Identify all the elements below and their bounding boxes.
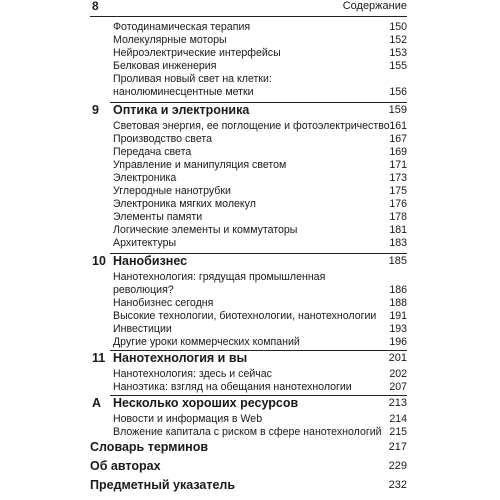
toc-entry — [0, 425, 500, 439]
entry-title: Молекулярные моторы — [113, 34, 227, 46]
page-ref: 213 — [388, 397, 407, 409]
toc-entry — [0, 367, 500, 381]
page-ref: 167 — [389, 133, 407, 145]
toc-chapter — [0, 254, 500, 268]
entry-title: Проливая новый свет на клетки: — [113, 73, 272, 85]
page-ref: 229 — [388, 460, 407, 472]
toc-entry — [0, 335, 500, 349]
toc-entry — [0, 236, 500, 250]
toc-chapter — [0, 396, 500, 410]
chapter-number: 11 — [92, 351, 106, 365]
toc-entry — [0, 270, 500, 284]
page-header — [90, 0, 407, 17]
page-ref: 176 — [389, 198, 407, 210]
entry-title: Логические элементы и коммутаторы — [113, 224, 298, 236]
entry-title: Об авторах — [90, 459, 161, 473]
page-ref: 202 — [389, 368, 407, 380]
toc-section — [0, 440, 500, 454]
toc-entry — [0, 85, 500, 99]
toc-entry — [0, 309, 500, 323]
entry-title: Нанотехнология и вы — [113, 351, 248, 365]
toc-entry — [0, 119, 500, 133]
page-ref: 150 — [389, 21, 407, 33]
entry-title: Архитектуры — [113, 237, 177, 249]
toc-entry — [0, 184, 500, 198]
running-title: Содержание — [342, 0, 407, 12]
chapter-number: 10 — [92, 254, 106, 268]
page-ref: 155 — [389, 60, 407, 72]
page-ref: 215 — [389, 426, 407, 438]
page-ref: 169 — [389, 146, 407, 158]
entry-title: Нанобизнес — [113, 254, 188, 268]
page-ref: 152 — [389, 34, 407, 46]
entry-title: Управление и манипуляция светом — [113, 159, 287, 171]
entry-title: нанолюминесцентные метки — [113, 86, 254, 98]
entry-title: Углеродные нанотрубки — [113, 185, 231, 197]
toc-entry — [0, 380, 500, 394]
page-ref: 156 — [389, 86, 407, 98]
toc-entry — [0, 158, 500, 172]
entry-title: Производство света — [113, 133, 212, 145]
entry-title: Инвестиции — [113, 323, 172, 335]
toc-entry — [0, 197, 500, 211]
entry-title: Несколько хороших ресурсов — [113, 396, 299, 410]
page-ref: 153 — [389, 47, 407, 59]
entry-title: Новости и информация в Web — [113, 413, 263, 425]
entry-title: революция? — [113, 284, 174, 296]
toc-entry — [0, 46, 500, 60]
entry-title: Другие уроки коммерческих компаний — [113, 336, 300, 348]
page-ref: 188 — [389, 297, 407, 309]
page-ref: 178 — [389, 211, 407, 223]
page-ref: 201 — [388, 352, 407, 364]
chapter-number: А — [92, 396, 102, 410]
page-ref: 161 — [389, 120, 407, 132]
entry-title: Нанотехнология: здесь и сейчас — [113, 368, 272, 380]
entry-title: Оптика и электроника — [113, 103, 250, 117]
page-ref: 232 — [388, 479, 407, 491]
toc-entry — [0, 145, 500, 159]
entry-title: Вложение капитала с риском в сфере нанотехнологий — [113, 426, 382, 438]
toc-entry — [0, 322, 500, 336]
toc-entry — [0, 412, 500, 426]
entry-title: Наноэтика: взгляд на обещания нанотехнологии — [113, 381, 352, 393]
entry-title: Элементы памяти — [113, 211, 203, 223]
chapter-number: 9 — [92, 103, 99, 117]
page-ref: 186 — [389, 284, 407, 296]
page-ref: 207 — [389, 381, 407, 393]
page-ref: 217 — [388, 441, 407, 453]
entry-title: Электроника — [113, 172, 177, 184]
toc-entry — [0, 210, 500, 224]
toc-entry — [0, 283, 500, 297]
toc-entry — [0, 20, 500, 34]
entry-title: Словарь терминов — [90, 440, 209, 454]
page-number: 8 — [92, 0, 99, 13]
toc-entry — [0, 59, 500, 73]
toc-section — [0, 478, 500, 492]
entry-title: Высокие технологии, биотехнологии, нанотехнологии — [113, 310, 377, 322]
entry-title: Белковая инженерия — [113, 60, 217, 72]
page-ref: 171 — [389, 159, 407, 171]
page-ref: 196 — [389, 336, 407, 348]
page-ref: 183 — [389, 237, 407, 249]
page-ref: 159 — [388, 104, 407, 116]
toc-entry — [0, 296, 500, 310]
entry-title: Нанобизнес сегодня — [113, 297, 214, 309]
entry-title: Нанотехнология: грядущая промышленная — [113, 271, 326, 283]
entry-title: Нейроэлектрические интерфейсы — [113, 47, 281, 59]
toc-entry — [0, 171, 500, 185]
page-ref: 185 — [388, 255, 407, 267]
toc-chapter — [0, 351, 500, 365]
entry-title: Предметный указатель — [90, 478, 236, 492]
entry-title: Световая энергия, ее поглощение и фотоэлектричество — [113, 120, 390, 132]
toc-entry — [0, 33, 500, 47]
entry-title: Электроника мягких молекул — [113, 198, 256, 210]
page-ref: 193 — [389, 323, 407, 335]
entry-title: Фотодинамическая терапия — [113, 21, 251, 33]
page-ref: 175 — [389, 185, 407, 197]
toc-entry — [0, 132, 500, 146]
page-ref: 173 — [389, 172, 407, 184]
page-ref: 191 — [389, 310, 407, 322]
toc-entry — [0, 223, 500, 237]
toc-entry — [0, 72, 500, 86]
page-ref: 181 — [389, 224, 407, 236]
entry-title: Передача света — [113, 146, 192, 158]
toc-chapter — [0, 103, 500, 117]
page-ref: 214 — [389, 413, 407, 425]
toc-section — [0, 459, 500, 473]
